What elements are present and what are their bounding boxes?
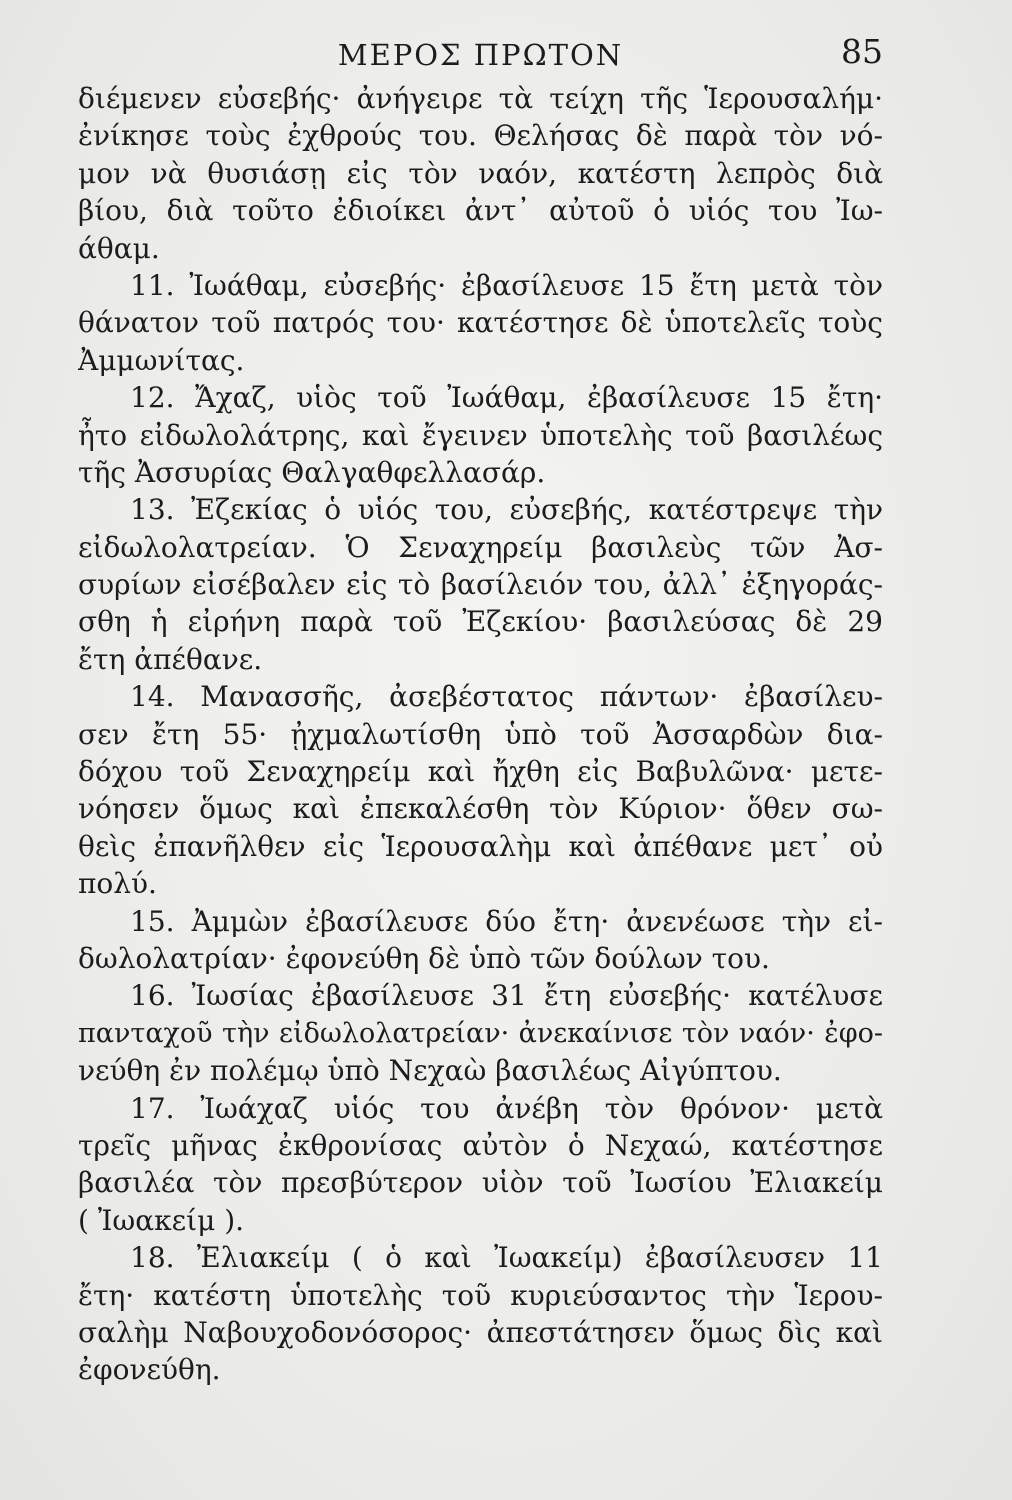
text-line: τῆς Ἀσσυρίας Θαλγαθφελλασάρ. (78, 455, 546, 489)
text-line: ( Ἰωακείμ ). (78, 1203, 245, 1237)
text-line: 15. Ἀμμὼν ἐβασίλευσε δύο ἔτη· ἀνενέωσε τὴν εἰ- (130, 904, 883, 938)
page-header (78, 32, 883, 82)
text-line: άθαμ. (78, 231, 160, 265)
text-line: εἰδωλολατρείαν. Ὁ Σεναχηρείμ βασιλεὺς τῶν Ἀσ- (78, 530, 883, 564)
text-line: βίου, διὰ τοῦτο ἐδιοίκει ἀντ᾽ αὐτοῦ ὁ υἱός του Ἰω- (78, 194, 883, 228)
text-line: ἔτη· κατέστη ὑποτελὴς τοῦ κυριεύσαντος τὴν Ἱερου- (78, 1278, 883, 1312)
text-line: θάνατον τοῦ πατρός του· κατέστησε δὲ ὑποτελεῖς τοὺς (78, 306, 883, 340)
text-line: νεύθη ἐν πολέμῳ ὑπὸ Νεχαὼ βασιλέως Αἰγύπτου. (78, 1054, 782, 1088)
text-line: 11. Ἰωάθαμ, εὐσεβής· ἐβασίλευσε 15 ἔτη μετὰ τὸν (130, 268, 883, 302)
text-line: Ἀμμωνίτας. (78, 343, 245, 377)
text-line: 17. Ἰωάχαζ υἱός του ἀνέβη τὸν θρόνον· μετὰ (130, 1091, 883, 1125)
text-line: συρίων εἰσέβαλεν εἰς τὸ βασίλειόν του, ἀλλ᾽ ἐξηγοράς- (78, 568, 883, 602)
text-line: σθη ἡ εἰρήνη παρὰ τοῦ Ἐζεκίου· βασιλεύσας δὲ 29 (78, 605, 883, 639)
running-title: ΜΕΡΟΣ ΠΡΩΤΟΝ (337, 38, 624, 72)
text-line: σαλὴμ Ναβουχοδονόσορος· ἀπεστάτησεν ὅμως δὶς καὶ (78, 1315, 883, 1349)
text-line: τρεῖς μῆνας ἐκθρονίσας αὐτὸν ὁ Νεχαώ, κατέστησε (78, 1128, 883, 1162)
text-line: 12. Ἄχαζ, υἱὸς τοῦ Ἰωάθαμ, ἐβασίλευσε 15 ἔτη· (130, 381, 883, 415)
text-line: ἐφονεύθη. (78, 1353, 221, 1387)
text-line: 14. Μανασσῆς, ἀσεβέστατος πάντων· ἐβασίλευ- (130, 680, 883, 714)
body-text (78, 80, 883, 1389)
text-line: πανταχοῦ τὴν εἰδωλολατρείαν· ἀνεκαίνισε τὸν ναόν· ἐφο- (78, 1017, 883, 1049)
text-line: διέμενεν εὐσεβής· ἀνήγειρε τὰ τείχη τῆς Ἱερουσαλήμ· (78, 82, 883, 115)
text-line: θεὶς ἐπανῆλθεν εἰς Ἱερουσαλὴμ καὶ ἀπέθανε μετ᾽ οὐ (78, 829, 883, 863)
text-line: ἦτο εἰδωλολάτρης, καὶ ἔγεινεν ὑποτελὴς τοῦ βασιλέως (78, 418, 883, 452)
text-line: δωλολατρίαν· ἐφονεύθη δὲ ὑπὸ τῶν δούλων του. (78, 941, 770, 975)
text-line: ἔτη ἀπέθανε. (78, 642, 263, 676)
text-line: βασιλέα τὸν πρεσβύτερον υἱὸν τοῦ Ἰωσίου Ἐλιακείμ (78, 1166, 883, 1200)
text-line: 18. Ἐλιακείμ ( ὁ καὶ Ἰωακείμ) ἐβασίλευσεν 11 (130, 1241, 883, 1275)
text-line: νόησεν ὅμως καὶ ἐπεκαλέσθη τὸν Κύριον· ὅθεν σω- (78, 792, 883, 826)
text-line: μον νὰ θυσιάσῃ εἰς τὸν ναόν, κατέστη λεπρὸς διὰ (78, 156, 883, 190)
text-line: 16. Ἰωσίας ἐβασίλευσε 31 ἔτη εὐσεβής· κατέλυσε (130, 979, 883, 1013)
text-line: σεν ἔτη 55· ᾐχμαλωτίσθη ὑπὸ τοῦ Ἀσσαρδὼν δια- (78, 717, 883, 751)
text-line: δόχου τοῦ Σεναχηρείμ καὶ ἤχθη εἰς Βαβυλῶνα· μετε- (78, 755, 883, 789)
text-line: πολύ. (78, 867, 157, 901)
text-line: 13. Ἐζεκίας ὁ υἱός του, εὐσεβής, κατέστρεψε τὴν (130, 493, 883, 527)
text-line: ἐνίκησε τοὺς ἐχθρούς του. Θελήσας δὲ παρὰ τὸν νό- (78, 119, 883, 153)
page-number: 85 (841, 32, 883, 71)
